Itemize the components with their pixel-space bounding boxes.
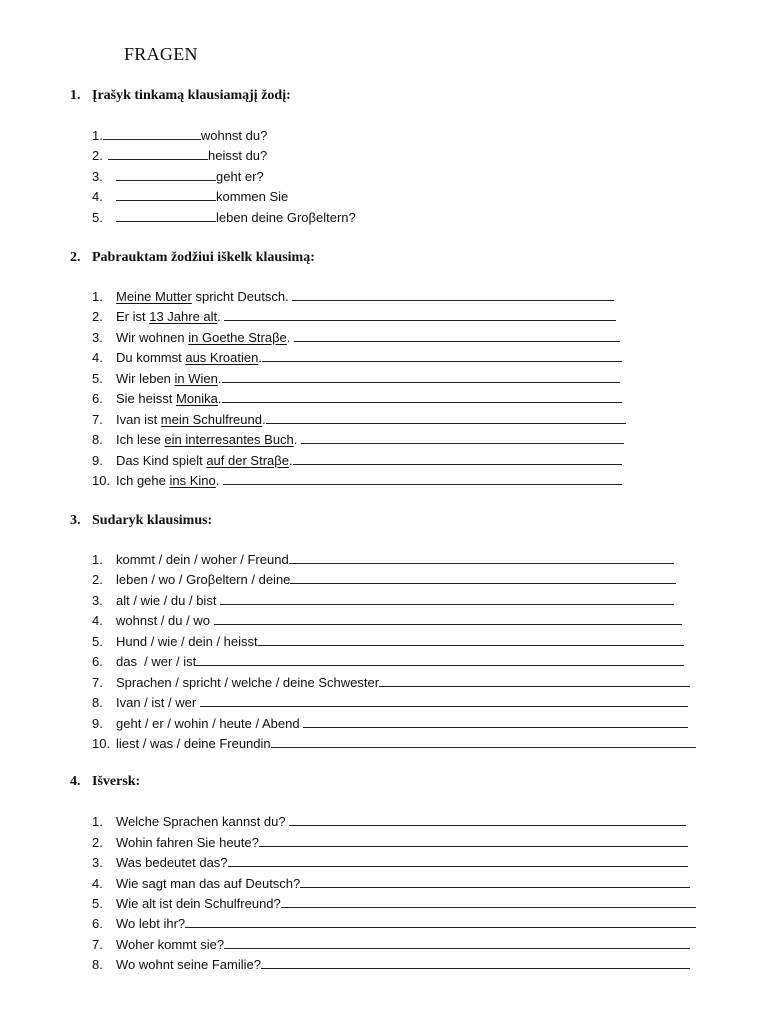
item-text-before: Das Kind spielt <box>116 453 207 468</box>
list-item <box>92 471 622 491</box>
item-text-before: Wir leben <box>116 371 175 386</box>
underlined-word: ins Kino <box>169 473 216 488</box>
item-text-after: . <box>217 391 222 406</box>
list-item <box>92 307 616 327</box>
list-item <box>92 591 674 611</box>
item-text: das / wer / ist <box>116 654 197 669</box>
item-number: 2. <box>92 148 103 163</box>
underlined-word: 13 Jahre alt <box>149 309 218 324</box>
list-item <box>92 955 690 975</box>
list-item <box>92 570 676 590</box>
item-text: liest / was / deine Freundin <box>116 736 271 751</box>
list-item <box>92 550 674 570</box>
list-item <box>92 632 684 652</box>
item-text: geht / er / wohin / heute / Abend <box>116 716 304 731</box>
list-item <box>92 369 620 389</box>
list-item <box>92 833 688 853</box>
item-text: alt / wie / du / bist <box>116 593 221 608</box>
answer-line[interactable] <box>196 652 684 666</box>
item-text: Hund / wie / dein / heisst <box>116 634 258 649</box>
item-number: 7. <box>92 412 103 427</box>
item-number: 4. <box>92 350 103 365</box>
item-text: Wohin fahren Sie heute? <box>116 835 259 850</box>
item-number: 5. <box>92 371 103 386</box>
answer-line[interactable] <box>262 348 622 362</box>
item-text: geht er? <box>216 169 264 184</box>
list-item <box>92 714 688 734</box>
list-item <box>92 673 690 693</box>
list-item <box>92 167 264 187</box>
item-number: 1. <box>92 289 103 304</box>
answer-line[interactable] <box>281 894 696 908</box>
item-number: 3. <box>92 593 103 608</box>
section-heading-text: Pabrauktam žodžiui iškelk klausimą: <box>92 250 315 265</box>
answer-line[interactable] <box>214 611 682 625</box>
item-text-before: Ivan ist <box>116 412 161 427</box>
item-text-after: . <box>286 330 295 345</box>
list-item <box>92 652 684 672</box>
answer-line[interactable] <box>224 935 690 949</box>
underlined-word: in Goethe Straβe <box>188 330 287 345</box>
item-number: 4. <box>92 876 103 891</box>
item-number: 5. <box>92 210 103 225</box>
answer-line[interactable] <box>261 955 690 969</box>
section-number: 1. <box>70 88 81 103</box>
item-text-before: Sie heisst <box>116 391 176 406</box>
answer-line[interactable] <box>293 451 622 465</box>
item-number: 2. <box>92 309 103 324</box>
answer-line[interactable] <box>290 570 676 584</box>
item-number: 1. <box>92 552 103 567</box>
answer-line[interactable] <box>223 471 622 485</box>
answer-line[interactable] <box>289 812 686 826</box>
item-number: 10. <box>92 736 111 751</box>
answer-line[interactable] <box>185 914 696 928</box>
list-item <box>92 187 288 207</box>
item-number: 3. <box>92 330 103 345</box>
list-item <box>92 734 696 754</box>
list-item <box>92 328 620 348</box>
item-number: 3. <box>92 855 103 870</box>
list-item <box>92 611 682 631</box>
item-number: 8. <box>92 432 103 447</box>
answer-line[interactable] <box>224 307 616 321</box>
item-number: 3. <box>92 169 103 184</box>
list-item <box>92 410 626 430</box>
answer-blank[interactable] <box>116 187 216 201</box>
section-heading-text: Įrašyk tinkamą klausiamąjį žodį: <box>92 88 291 103</box>
list-item <box>92 348 622 368</box>
item-number: 2. <box>92 835 103 850</box>
underlined-word: Monika <box>175 391 218 406</box>
item-text-after: . <box>217 309 225 324</box>
item-number: 4. <box>92 613 103 628</box>
answer-line[interactable] <box>292 287 614 301</box>
item-text: Was bedeutet das? <box>116 855 228 870</box>
item-text: wohnst du? <box>200 128 268 143</box>
list-item <box>92 693 688 713</box>
answer-line[interactable] <box>266 410 626 424</box>
item-number: 7. <box>92 675 103 690</box>
answer-line[interactable] <box>228 853 688 867</box>
section-4-heading <box>70 774 140 790</box>
item-number: 2. <box>92 572 103 587</box>
page-title: FRAGEN <box>124 44 198 64</box>
list-item <box>92 874 690 894</box>
item-number: 4. <box>92 189 103 204</box>
item-text-after: . <box>288 453 293 468</box>
list-item <box>92 451 622 471</box>
item-number: 6. <box>92 654 103 669</box>
item-text: heisst du? <box>208 148 268 163</box>
item-number: 6. <box>92 391 103 406</box>
section-2-heading <box>70 250 315 266</box>
item-number: 6. <box>92 916 103 931</box>
list-item <box>92 812 686 832</box>
answer-line[interactable] <box>259 833 688 847</box>
item-number: 9. <box>92 716 103 731</box>
list-item <box>92 146 267 166</box>
item-text-before: Er ist <box>116 309 150 324</box>
section-3-heading <box>70 513 212 529</box>
section-number: 2. <box>70 250 81 265</box>
list-item <box>92 935 690 955</box>
item-text-before: Ich gehe <box>116 473 170 488</box>
underlined-word: auf der Straβe <box>206 453 289 468</box>
answer-line[interactable] <box>220 591 674 605</box>
item-number: 9. <box>92 453 103 468</box>
section-number: 3. <box>70 513 81 528</box>
item-text: wohnst / du / wo <box>116 613 214 628</box>
item-text: Ivan / ist / wer <box>116 695 200 710</box>
item-text: Sprachen / spricht / welche / deine Schwester <box>116 675 380 690</box>
answer-line[interactable] <box>222 389 622 403</box>
item-text-after: . <box>215 473 223 488</box>
item-text: leben / wo / Groβeltern / deine <box>116 572 291 587</box>
underlined-word: in Wien <box>174 371 218 386</box>
item-number: 8. <box>92 957 103 972</box>
list-item <box>92 126 267 146</box>
item-text-after: . <box>293 432 302 447</box>
answer-line[interactable] <box>200 693 688 707</box>
answer-blank[interactable] <box>116 208 216 222</box>
answer-line[interactable] <box>300 874 690 888</box>
section-1-heading <box>70 88 291 104</box>
item-text: Wie alt ist dein Schulfreund? <box>116 896 281 911</box>
answer-blank[interactable] <box>108 146 208 160</box>
list-item <box>92 894 696 914</box>
item-number: 7. <box>92 937 103 952</box>
answer-line[interactable] <box>379 673 690 687</box>
item-text: leben deine Groβeltern? <box>216 210 356 225</box>
item-text: Welche Sprachen kannst du? <box>116 814 290 829</box>
item-text: Woher kommt sie? <box>116 937 225 952</box>
item-number: 1. <box>92 128 103 143</box>
answer-line[interactable] <box>301 430 624 444</box>
item-text-after: . <box>258 350 262 365</box>
answer-blank[interactable] <box>103 126 201 140</box>
section-heading-text: Išversk: <box>92 774 141 789</box>
list-item <box>92 389 622 409</box>
section-number: 4. <box>70 774 81 789</box>
answer-line[interactable] <box>289 550 674 564</box>
item-text: Wo wohnt seine Familie? <box>116 957 261 972</box>
item-text-after: spricht Deutsch. <box>191 289 293 304</box>
item-text-after: . <box>217 371 222 386</box>
list-item <box>92 208 356 228</box>
item-number: 5. <box>92 896 103 911</box>
list-item <box>92 430 624 450</box>
answer-blank[interactable] <box>116 167 216 181</box>
item-text: Wo lebt ihr? <box>116 916 186 931</box>
item-number: 8. <box>92 695 103 710</box>
underlined-word: Meine Mutter <box>116 289 192 304</box>
list-item <box>92 853 688 873</box>
item-text-before: Ich lese <box>116 432 165 447</box>
answer-line[interactable] <box>294 328 620 342</box>
item-text-after: . <box>261 412 266 427</box>
item-number: 1. <box>92 814 103 829</box>
answer-line[interactable] <box>222 369 620 383</box>
section-heading-text: Sudaryk klausimus: <box>92 513 213 528</box>
item-text: kommen Sie <box>216 189 289 204</box>
list-item <box>92 287 614 307</box>
item-number: 10. <box>92 473 111 488</box>
item-text-before: Du kommst <box>116 350 186 365</box>
list-item <box>92 914 696 934</box>
item-text: Wie sagt man das auf Deutsch? <box>116 876 301 891</box>
underlined-word: mein Schulfreund <box>160 412 262 427</box>
item-number: 5. <box>92 634 103 649</box>
answer-line[interactable] <box>303 714 688 728</box>
item-text: kommt / dein / woher / Freund <box>116 552 289 567</box>
item-text-before: Wir wohnen <box>116 330 189 345</box>
underlined-word: aus Kroatien <box>185 350 259 365</box>
underlined-word: ein interresantes Buch <box>164 432 294 447</box>
answer-line[interactable] <box>271 734 696 748</box>
answer-line[interactable] <box>258 632 684 646</box>
